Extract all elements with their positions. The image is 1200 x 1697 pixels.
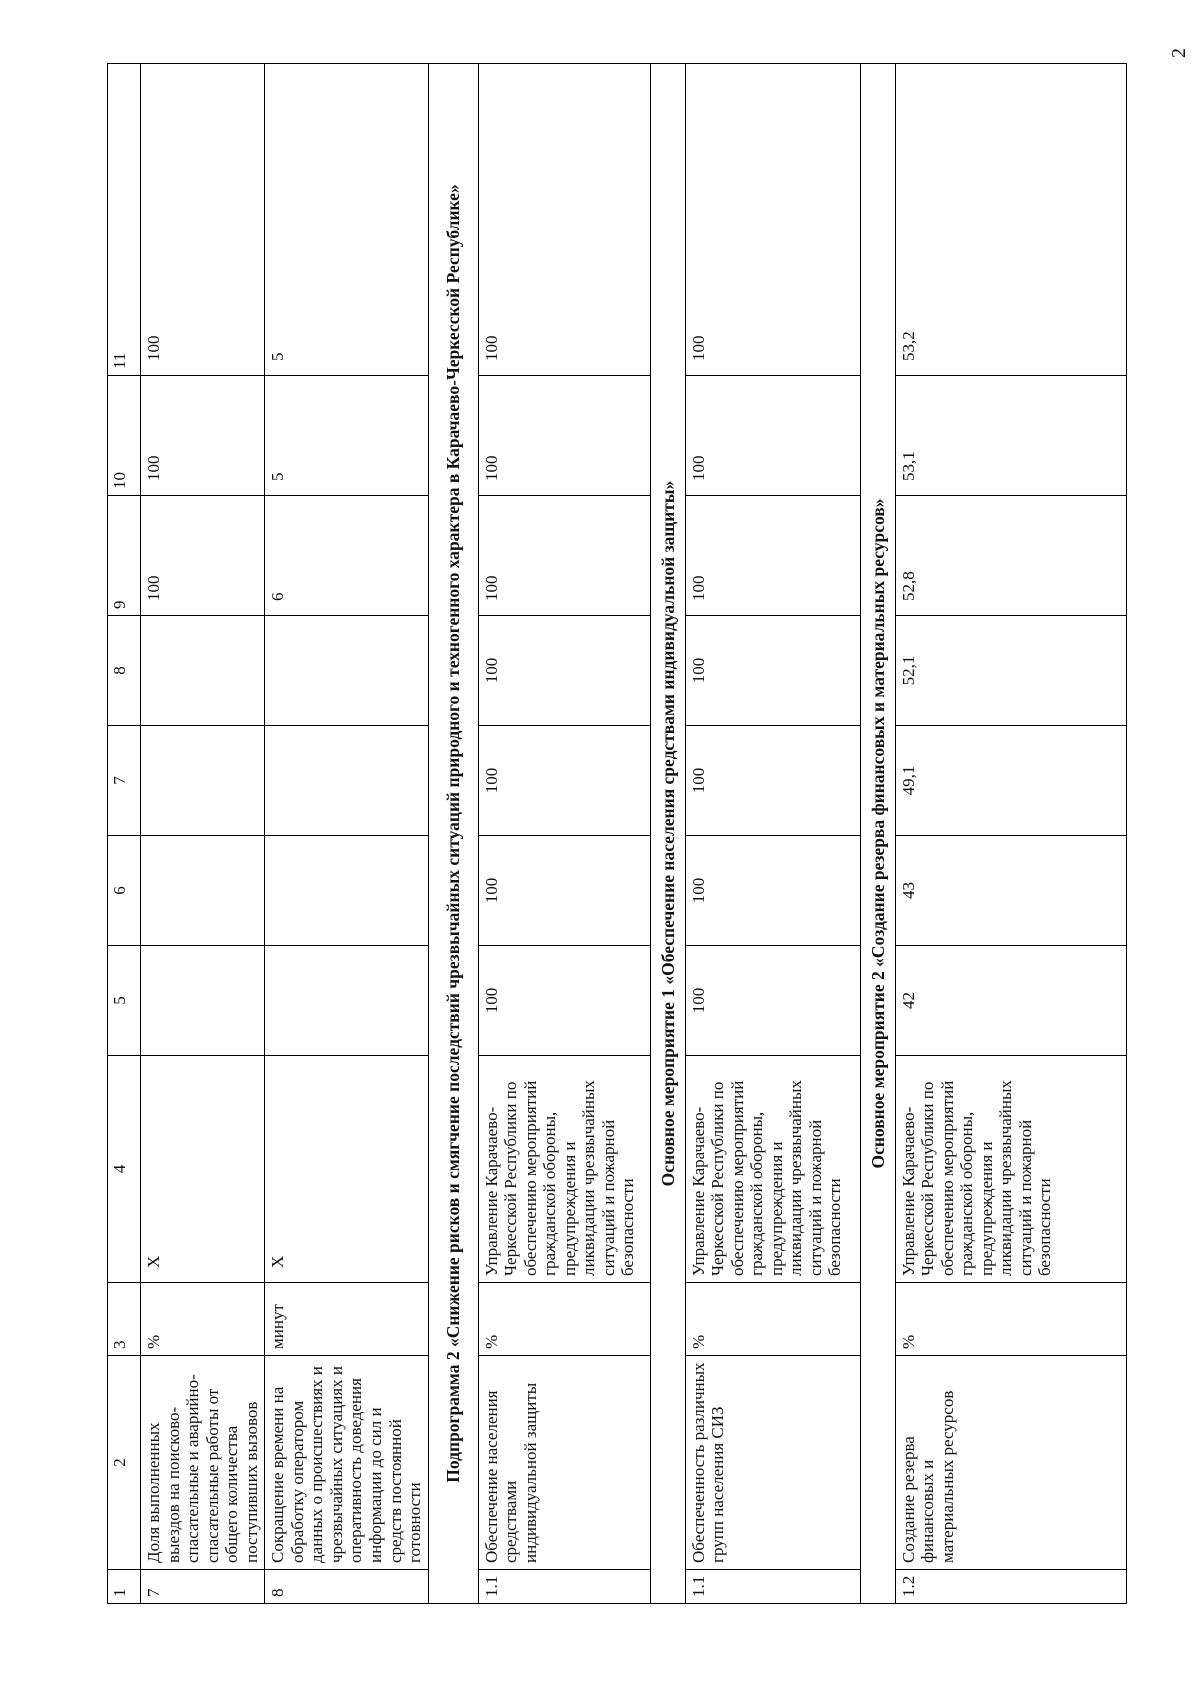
value-col7: 100 — [685, 726, 860, 836]
executor: Управление Карачаево-Черкесской Республики по обеспечению мероприятий гражданской обороны, предупреждения и ликвидации чрезвычайных ситуаций и пожарной безопасности — [478, 1056, 650, 1283]
value-col5: 100 — [478, 946, 650, 1056]
col-number: 11 — [108, 64, 141, 376]
unit: % — [478, 1283, 650, 1356]
value-col8 — [141, 616, 265, 726]
row-number: 1.1 — [685, 1570, 860, 1604]
value-col8 — [265, 616, 428, 726]
row-number: 8 — [265, 1570, 428, 1604]
measure1-title: Основное мероприятие 1 «Обеспечение населения средствами индивидуальной защиты» — [650, 64, 685, 1604]
value-col7: 100 — [478, 726, 650, 836]
col-number: 9 — [108, 496, 141, 616]
value-col7: 49,1 — [895, 726, 1126, 836]
subprogram-title: Подпрограмма 2 «Снижение рисков и смягчение последствий чрезвычайных ситуаций природного и техногенного характера в Карачаево-Черкесской Республике» — [428, 64, 478, 1604]
section-row — [860, 64, 895, 1604]
page-number: 2 — [1168, 48, 1190, 58]
value-col7 — [265, 726, 428, 836]
indicator-name: Доля выполненных выездов на поисково-спасательные и аварийно-спасательные работы от общего количества поступивших вызовов — [141, 1356, 265, 1570]
value-col9: 100 — [141, 496, 265, 616]
value-col9: 100 — [478, 496, 650, 616]
col-number: 10 — [108, 376, 141, 496]
value-col10: 53,1 — [895, 376, 1126, 496]
value-col7 — [141, 726, 265, 836]
value-col11: 5 — [265, 64, 428, 376]
section-row — [428, 64, 478, 1604]
value-col10: 100 — [478, 376, 650, 496]
col-number: 7 — [108, 726, 141, 836]
value-col11: 100 — [478, 64, 650, 376]
value-col9: 52,8 — [895, 496, 1126, 616]
value-col11: 53,2 — [895, 64, 1126, 376]
value-col9: 100 — [685, 496, 860, 616]
value-col11: 100 — [141, 64, 265, 376]
value-col6: 100 — [685, 836, 860, 946]
executor: Управление Карачаево-Черкесской Республики по обеспечению мероприятий гражданской обороны, предупреждения и ликвидации чрезвычайных ситуаций и пожарной безопасности — [685, 1056, 860, 1283]
col-number: 6 — [108, 836, 141, 946]
unit: % — [141, 1283, 265, 1356]
value-col5 — [141, 946, 265, 1056]
value-col8: 100 — [478, 616, 650, 726]
table-row — [685, 64, 860, 1604]
value-col5: 42 — [895, 946, 1126, 1056]
value-col5: 100 — [685, 946, 860, 1056]
row-number: 1.1 — [478, 1570, 650, 1604]
row-number: 7 — [141, 1570, 265, 1604]
column-number-row — [108, 64, 141, 1604]
col-number: 8 — [108, 616, 141, 726]
value-col5 — [265, 946, 428, 1056]
value-col9: 6 — [265, 496, 428, 616]
col-number: 3 — [108, 1283, 141, 1356]
indicator-name: Создание резерва финансовых и материальных ресурсов — [895, 1356, 1126, 1570]
table-row — [141, 64, 265, 1604]
value-col8: 52,1 — [895, 616, 1126, 726]
table-row — [265, 64, 428, 1604]
value-col10: 100 — [685, 376, 860, 496]
table-row — [895, 64, 1126, 1604]
unit: % — [895, 1283, 1126, 1356]
executor: Управление Карачаево-Черкесской Республики по обеспечению мероприятий гражданской обороны, предупреждения и ликвидации чрезвычайных ситуаций и пожарной безопасности — [895, 1056, 1126, 1283]
indicator-name: Обеспеченность различных групп населения СИЗ — [685, 1356, 860, 1570]
value-col6 — [265, 836, 428, 946]
value-col10: 5 — [265, 376, 428, 496]
table-row — [478, 64, 650, 1604]
section-row — [650, 64, 685, 1604]
value-col6: 100 — [478, 836, 650, 946]
indicator-name: Обеспечение населения средствами индивидуальной защиты — [478, 1356, 650, 1570]
executor: X — [141, 1056, 265, 1283]
value-col10: 100 — [141, 376, 265, 496]
measure2-title: Основное мероприятие 2 «Создание резерва финансовых и материальных ресурсов» — [860, 64, 895, 1604]
unit: % — [685, 1283, 860, 1356]
col-number: 2 — [108, 1356, 141, 1570]
col-number: 5 — [108, 946, 141, 1056]
rotated-table-wrapper — [107, 64, 1127, 1604]
value-col8: 100 — [685, 616, 860, 726]
indicator-name: Сокращение времени на обработку оператором данных о происшествиях и чрезвычайных ситуациях и оперативность доведения информации до сил и средств постоянной готовности — [265, 1356, 428, 1570]
value-col6 — [141, 836, 265, 946]
unit: минут — [265, 1283, 428, 1356]
col-number: 1 — [108, 1570, 141, 1604]
executor: X — [265, 1056, 428, 1283]
value-col11: 100 — [685, 64, 860, 376]
row-number: 1.2 — [895, 1570, 1126, 1604]
value-col6: 43 — [895, 836, 1126, 946]
col-number: 4 — [108, 1056, 141, 1283]
indicator-table — [107, 63, 1127, 1604]
